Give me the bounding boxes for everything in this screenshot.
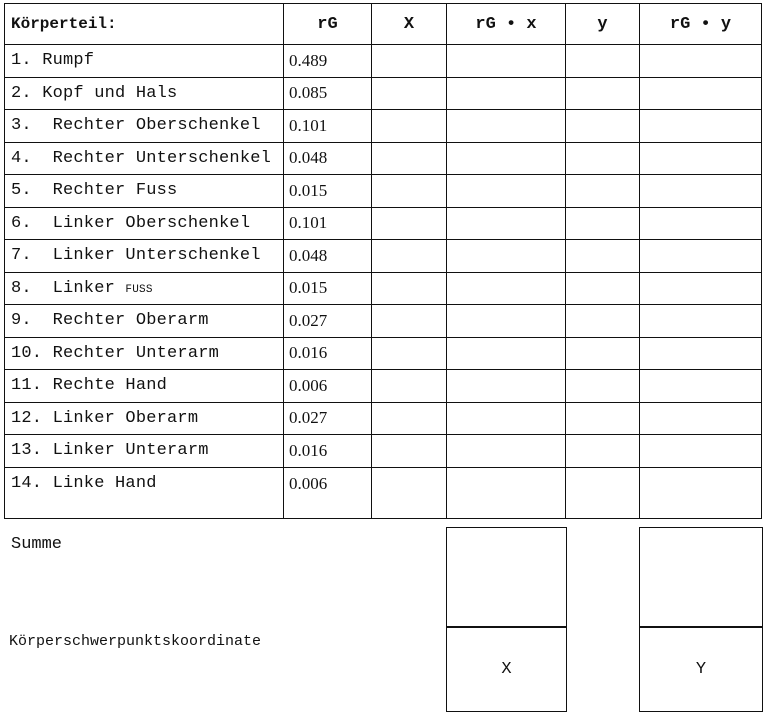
rg-x-cell[interactable]: [447, 435, 566, 468]
rg-y-cell[interactable]: [640, 272, 762, 305]
x-cell[interactable]: [372, 272, 447, 305]
segment-name: 13. Linker Unterarm: [5, 435, 284, 468]
segment-rg: 0.015: [284, 175, 372, 208]
x-cell[interactable]: [372, 240, 447, 273]
y-cell[interactable]: [566, 305, 640, 338]
table-row: [5, 337, 762, 370]
header-row: [5, 4, 762, 45]
sum-label: Summe: [11, 535, 63, 554]
y-cell[interactable]: [566, 142, 640, 175]
rg-x-cell[interactable]: [447, 337, 566, 370]
table-row: [5, 110, 762, 143]
y-cell[interactable]: [566, 370, 640, 403]
segment-name: 11. Rechte Hand: [5, 370, 284, 403]
x-cell[interactable]: [372, 337, 447, 370]
rg-y-cell[interactable]: [640, 337, 762, 370]
rg-y-cell[interactable]: [640, 240, 762, 273]
table-row: [5, 77, 762, 110]
table-row: [5, 305, 762, 338]
body-segment-table: [4, 3, 762, 519]
segment-rg: 0.048: [284, 240, 372, 273]
segment-rg: 0.048: [284, 142, 372, 175]
x-cell[interactable]: [372, 305, 447, 338]
segment-rg: 0.085: [284, 77, 372, 110]
rg-x-cell[interactable]: [447, 272, 566, 305]
y-cell[interactable]: [566, 110, 640, 143]
rg-y-cell[interactable]: [640, 142, 762, 175]
table-row: [5, 467, 762, 518]
sum-rg-x-box[interactable]: [446, 527, 567, 628]
coord-y-label: Y: [695, 660, 707, 679]
y-cell[interactable]: [566, 337, 640, 370]
table-row: [5, 435, 762, 468]
table-row: [5, 272, 762, 305]
segment-rg: 0.027: [284, 402, 372, 435]
rg-x-cell[interactable]: [447, 370, 566, 403]
table-row: [5, 240, 762, 273]
segment-name: 14. Linke Hand: [5, 467, 284, 518]
x-cell[interactable]: [372, 142, 447, 175]
segment-name: 6. Linker Oberschenkel: [5, 207, 284, 240]
rg-x-cell[interactable]: [447, 77, 566, 110]
y-cell[interactable]: [566, 402, 640, 435]
segment-rg: 0.027: [284, 305, 372, 338]
segment-name: 10. Rechter Unterarm: [5, 337, 284, 370]
rg-y-cell[interactable]: [640, 305, 762, 338]
segment-name-small: FUSS: [125, 283, 153, 296]
segment-rg: 0.489: [284, 45, 372, 78]
x-cell[interactable]: [372, 467, 447, 518]
y-cell[interactable]: [566, 435, 640, 468]
segment-rg: 0.006: [284, 370, 372, 403]
x-cell[interactable]: [372, 435, 447, 468]
y-cell[interactable]: [566, 467, 640, 518]
y-cell[interactable]: [566, 175, 640, 208]
rg-x-cell[interactable]: [447, 402, 566, 435]
rg-x-cell[interactable]: [447, 45, 566, 78]
y-cell[interactable]: [566, 272, 640, 305]
segment-rg: 0.016: [284, 435, 372, 468]
segment-name-prefix: 8. Linker: [11, 278, 126, 298]
rg-x-cell[interactable]: [447, 175, 566, 208]
coord-y-box[interactable]: [639, 626, 763, 712]
rg-x-cell[interactable]: [447, 142, 566, 175]
coord-x-label: X: [501, 660, 512, 679]
segment-rg: 0.101: [284, 207, 372, 240]
rg-y-cell[interactable]: [640, 402, 762, 435]
rg-y-cell[interactable]: [640, 45, 762, 78]
table-row: [5, 175, 762, 208]
segment-name: [5, 272, 284, 305]
table-row: [5, 402, 762, 435]
header-rg: rG: [284, 4, 372, 45]
coord-x-box[interactable]: [446, 626, 567, 712]
rg-y-cell[interactable]: [640, 207, 762, 240]
y-cell[interactable]: [566, 240, 640, 273]
rg-y-cell[interactable]: [640, 110, 762, 143]
x-cell[interactable]: [372, 77, 447, 110]
rg-y-cell[interactable]: [640, 435, 762, 468]
x-cell[interactable]: [372, 45, 447, 78]
y-cell[interactable]: [566, 207, 640, 240]
rg-y-cell[interactable]: [640, 370, 762, 403]
table-row: [5, 142, 762, 175]
table-row: [5, 370, 762, 403]
rg-x-cell[interactable]: [447, 240, 566, 273]
segment-rg: 0.006: [284, 467, 372, 518]
segment-name: 12. Linker Oberarm: [5, 402, 284, 435]
segment-name: 7. Linker Unterschenkel: [5, 240, 284, 273]
sum-rg-y-box[interactable]: [639, 527, 763, 628]
rg-x-cell[interactable]: [447, 467, 566, 518]
rg-x-cell[interactable]: [447, 305, 566, 338]
header-koerperteil: Körperteil:: [5, 4, 284, 45]
header-y: y: [566, 4, 640, 45]
y-cell[interactable]: [566, 45, 640, 78]
rg-x-cell[interactable]: [447, 110, 566, 143]
y-cell[interactable]: [566, 77, 640, 110]
header-rg-times-x: rG • x: [447, 4, 566, 45]
segment-name: 9. Rechter Oberarm: [5, 305, 284, 338]
header-x: X: [372, 4, 447, 45]
rg-x-cell[interactable]: [447, 207, 566, 240]
rg-y-cell[interactable]: [640, 467, 762, 518]
table-row: [5, 45, 762, 78]
rg-y-cell[interactable]: [640, 175, 762, 208]
x-cell[interactable]: [372, 207, 447, 240]
x-cell[interactable]: [372, 175, 447, 208]
segment-name: 4. Rechter Unterschenkel: [5, 142, 284, 175]
table-row: [5, 207, 762, 240]
x-cell[interactable]: [372, 110, 447, 143]
segment-name: 1. Rumpf: [5, 45, 284, 78]
segment-rg: 0.015: [284, 272, 372, 305]
rg-y-cell[interactable]: [640, 77, 762, 110]
x-cell[interactable]: [372, 370, 447, 403]
segment-name: 5. Rechter Fuss: [5, 175, 284, 208]
center-of-gravity-label: Körperschwerpunktskoordinate: [9, 633, 262, 650]
segment-rg: 0.016: [284, 337, 372, 370]
x-cell[interactable]: [372, 402, 447, 435]
segment-name: 3. Rechter Oberschenkel: [5, 110, 284, 143]
segment-name: 2. Kopf und Hals: [5, 77, 284, 110]
segment-rg: 0.101: [284, 110, 372, 143]
header-rg-times-y: rG • y: [640, 4, 762, 45]
